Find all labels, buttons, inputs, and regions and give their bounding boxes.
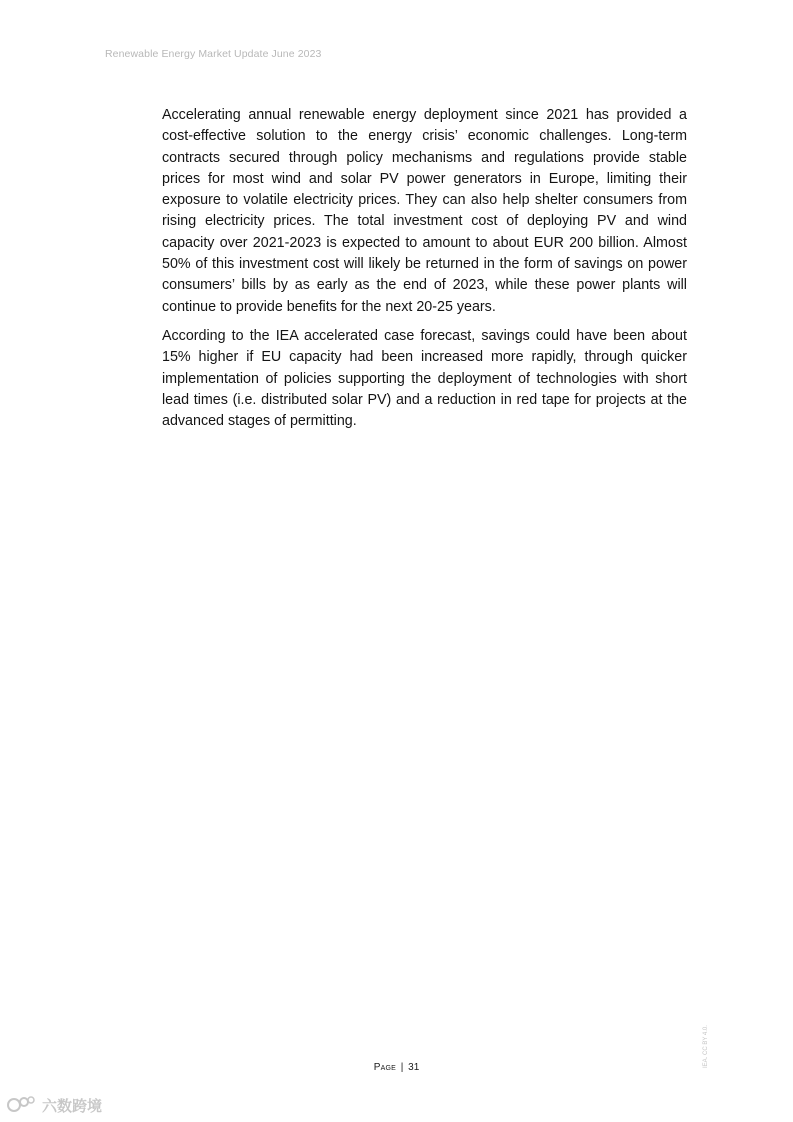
- paragraph-2: According to the IEA accelerated case forecast, savings could have been about 15% higher if EU capacity had been increased more rapidly, through quicker implementation of policies supporting the deployment of technologies with short lead times (i.e. distributed solar PV) and a reduction in red tape for projects at the advanced stages of permitting.: [162, 327, 687, 430]
- watermark-text: 六数跨境: [42, 1096, 103, 1115]
- body-text: [162, 105, 687, 440]
- paragraph-1: Accelerating annual renewable energy deployment since 2021 has provided a cost-effective solution to the energy crisis’ economic challenges. Long-term contracts secured through policy mechanisms and regulations provide stable prices for most wind and solar PV power generators in Europe, limiting their exposure to volatile electricity prices. They can also help shelter consumers from rising electricity prices. The total investment cost of deploying PV and wind capacity over 2021-2023 is expected to amount to about EUR 200 billion. Almost 50% of this investment cost will likely be returned in the form of savings on power consumers’ bills by as early as the end of 2023, while these power plants will continue to provide benefits for the next 20-25 years.: [162, 107, 687, 315]
- running-header: Renewable Energy Market Update June 2023: [105, 48, 322, 60]
- page-number: [0, 1062, 793, 1073]
- page-separator: |: [400, 1062, 404, 1073]
- page-number-value: 31: [408, 1062, 420, 1073]
- page-label: Page: [373, 1062, 396, 1073]
- watermark-logo-icon: [6, 1094, 36, 1116]
- license-note: IEA. CC BY 4.0.: [703, 1025, 709, 1068]
- watermark: [6, 1094, 102, 1116]
